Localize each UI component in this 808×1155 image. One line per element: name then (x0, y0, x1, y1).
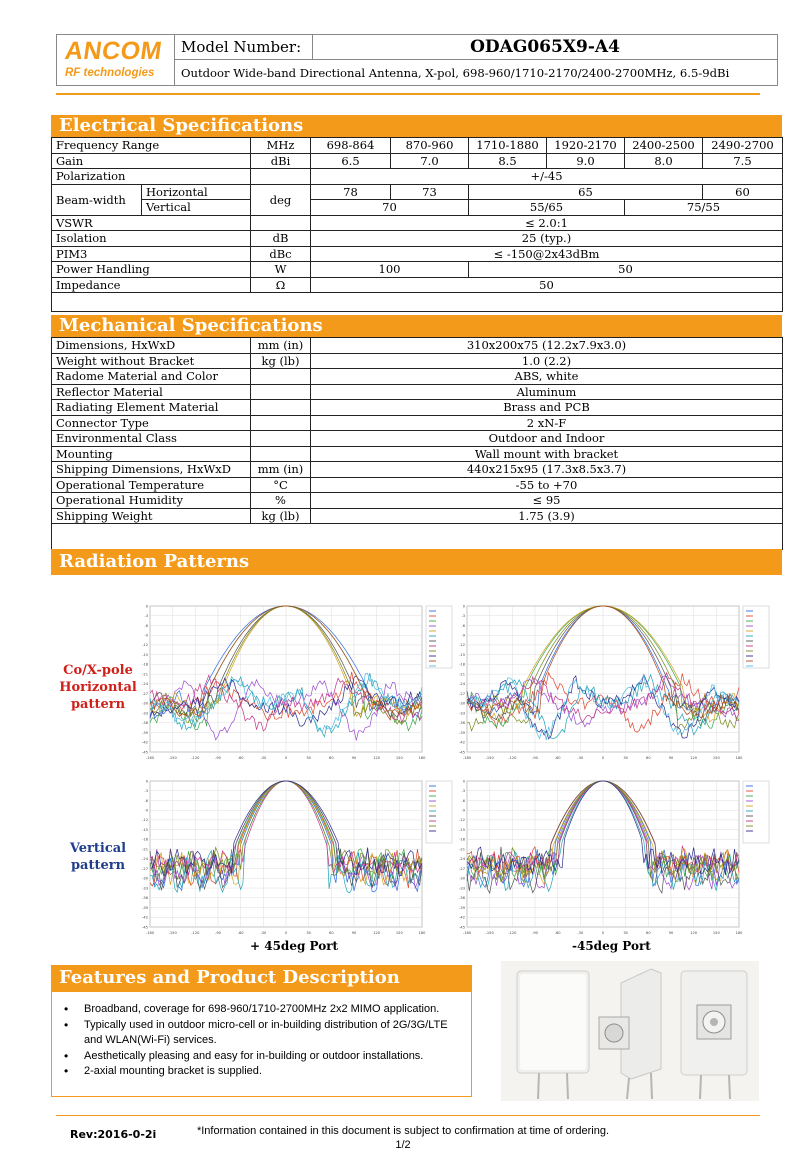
table-row (52, 353, 783, 369)
mech-label: Shipping Dimensions, HxWxD (52, 462, 251, 478)
mech-unit: °C (251, 477, 311, 493)
radiation-section-title: Radiation Patterns (51, 549, 782, 575)
beamwidth-label: Beam-width (52, 184, 142, 215)
y-tick-label: -24 (142, 857, 148, 862)
y-tick-label: -9 (144, 808, 148, 813)
y-tick-label: -18 (142, 662, 148, 667)
y-tick-label: -12 (459, 818, 465, 823)
y-tick-label: -24 (142, 682, 148, 687)
beamwidth-unit: deg (251, 184, 311, 215)
y-tick-label: -27 (142, 866, 148, 871)
isolation-value: 25 (typ.) (311, 231, 783, 247)
y-tick-label: -36 (459, 896, 465, 901)
x-tick-label: -150 (485, 931, 494, 935)
features-list (58, 1002, 463, 1080)
y-tick-label: -39 (142, 905, 148, 910)
x-tick-label: 180 (735, 756, 743, 760)
power-value: 50 (469, 262, 783, 278)
y-tick-label: -21 (142, 847, 148, 852)
isolation-unit: dB (251, 231, 311, 247)
mech-value: Outdoor and Indoor (311, 431, 783, 447)
y-tick-label: -33 (459, 886, 465, 891)
x-tick-label: -180 (462, 931, 472, 935)
power-unit: W (251, 262, 311, 278)
mech-value: ≤ 95 (311, 493, 783, 509)
y-tick-label: -36 (142, 721, 148, 726)
freq-band: 1710-1880 (469, 138, 547, 154)
table-row (52, 153, 783, 169)
list-item: • Aesthetically pleasing and easy for in-building or outdoor installations. (58, 1049, 463, 1065)
table-row (52, 462, 783, 478)
horizontal-pattern-plus45 (140, 602, 460, 762)
plot-legend (426, 781, 452, 843)
mech-unit (251, 431, 311, 447)
horizontal-pattern-label-line: Horizontal (59, 680, 137, 695)
x-tick-label: -90 (532, 756, 538, 760)
mech-value: 310x200x75 (12.2x7.9x3.0) (311, 338, 783, 354)
y-tick-label: -42 (459, 740, 465, 745)
x-tick-label: 30 (306, 756, 311, 760)
x-tick-label: -120 (191, 931, 200, 935)
horizontal-beamwidth: 73 (391, 184, 469, 200)
company-logo (56, 34, 174, 86)
y-tick-label: -33 (142, 886, 148, 891)
vswr-label: VSWR (52, 215, 251, 231)
x-tick-label: -120 (508, 756, 517, 760)
y-tick-label: -24 (459, 857, 465, 862)
empty-row (52, 293, 783, 312)
mech-unit (251, 415, 311, 431)
table-row (52, 431, 783, 447)
mech-unit (251, 384, 311, 400)
y-tick-label: -21 (142, 672, 148, 677)
x-tick-label: -30 (260, 756, 267, 760)
y-tick-label: -42 (142, 915, 148, 920)
x-tick-label: 30 (623, 756, 628, 760)
x-tick-label: -180 (145, 756, 155, 760)
x-tick-label: -150 (168, 756, 177, 760)
y-tick-label: -36 (142, 896, 148, 901)
table-row (52, 446, 783, 462)
table-row (52, 169, 783, 185)
mech-label: Reflector Material (52, 384, 251, 400)
x-tick-label: 60 (646, 756, 651, 760)
y-tick-label: -18 (459, 837, 465, 842)
horizontal-label: Horizontal (142, 184, 251, 200)
y-tick-label: -39 (459, 730, 465, 735)
y-tick-label: -15 (142, 827, 148, 832)
gain-value: 7.0 (391, 153, 469, 169)
mech-value: Aluminum (311, 384, 783, 400)
x-tick-label: 60 (646, 931, 651, 935)
x-tick-label: 0 (284, 756, 288, 760)
table-row (52, 384, 783, 400)
mechanical-spec-table (51, 337, 783, 550)
list-item: • Broadband, coverage for 698-960/1710-2700MHz 2x2 MIMO application. (58, 1002, 463, 1018)
table-row (52, 369, 783, 385)
vertical-label: Vertical (142, 200, 251, 216)
features-section-title: Features and Product Description (51, 965, 472, 991)
x-tick-label: 120 (690, 931, 698, 935)
x-tick-label: 150 (395, 756, 403, 760)
x-tick-label: 60 (329, 756, 334, 760)
x-tick-label: -30 (260, 931, 267, 935)
gain-value: 8.0 (625, 153, 703, 169)
table-row (52, 338, 783, 354)
y-tick-label: -39 (142, 730, 148, 735)
mech-label: Radiating Element Material (52, 400, 251, 416)
x-tick-label: -30 (577, 931, 584, 935)
x-tick-label: -120 (191, 756, 200, 760)
impedance-unit: Ω (251, 277, 311, 293)
x-tick-label: 180 (418, 756, 426, 760)
horizontal-beamwidth: 60 (703, 184, 783, 200)
header-table (174, 34, 778, 86)
x-tick-label: 120 (373, 931, 381, 935)
y-tick-label: -27 (459, 691, 465, 696)
y-tick-label: -3 (461, 614, 465, 619)
x-tick-label: 30 (623, 931, 628, 935)
plot-legend (743, 606, 769, 668)
y-tick-label: -21 (459, 847, 465, 852)
mech-value: 1.0 (2.2) (311, 353, 783, 369)
y-tick-label: -9 (461, 808, 465, 813)
horizontal-pattern-label-line: pattern (70, 697, 126, 712)
x-tick-label: 150 (712, 756, 720, 760)
empty-cell (251, 215, 311, 231)
y-tick-label: -33 (142, 711, 148, 716)
mech-label: Weight without Bracket (52, 353, 251, 369)
table-row (52, 415, 783, 431)
power-label: Power Handling (52, 262, 251, 278)
y-tick-label: 0 (462, 604, 465, 609)
x-tick-label: -60 (554, 756, 561, 760)
y-tick-label: -6 (144, 798, 148, 803)
electrical-spec-table (51, 137, 783, 312)
freq-label: Frequency Range (52, 138, 251, 154)
product-photo (501, 961, 759, 1101)
y-tick-label: -30 (459, 876, 465, 881)
x-tick-label: 0 (601, 756, 605, 760)
y-tick-label: -15 (142, 652, 148, 657)
vertical-pattern-minus45 (457, 777, 777, 937)
gain-label: Gain (52, 153, 251, 169)
mech-unit (251, 369, 311, 385)
y-tick-label: -27 (142, 691, 148, 696)
x-tick-label: -60 (237, 756, 244, 760)
table-row (52, 277, 783, 293)
x-tick-label: 90 (668, 931, 674, 935)
table-row (52, 138, 783, 154)
y-tick-label: -45 (142, 925, 148, 930)
table-row (52, 262, 783, 278)
x-tick-label: -60 (237, 931, 244, 935)
mech-unit: mm (in) (251, 338, 311, 354)
port-label-minus45: -45deg Port (572, 939, 651, 953)
x-tick-label: 90 (351, 931, 357, 935)
port-label-plus45: + 45deg Port (250, 939, 339, 953)
y-tick-label: -39 (459, 905, 465, 910)
empty-cell (52, 524, 783, 550)
y-tick-label: -24 (459, 682, 465, 687)
freq-band: 2400-2500 (625, 138, 703, 154)
table-row (52, 400, 783, 416)
table-row (52, 508, 783, 524)
mech-label: Mounting (52, 446, 251, 462)
x-tick-label: -180 (462, 756, 472, 760)
y-tick-label: -9 (461, 633, 465, 638)
x-tick-label: -150 (168, 931, 177, 935)
y-tick-label: -9 (144, 633, 148, 638)
vswr-value: ≤ 2.0:1 (311, 215, 783, 231)
horizontal-pattern-minus45 (457, 602, 777, 762)
x-tick-label: -90 (215, 931, 221, 935)
model-number-label: Model Number: (175, 35, 313, 60)
mechanical-section-title: Mechanical Specifications (51, 315, 782, 337)
y-tick-label: -15 (459, 827, 465, 832)
product-description: Outdoor Wide-band Directional Antenna, X-pol, 698-960/1710-2170/2400-2700MHz, 6.5-9dBi (181, 66, 730, 80)
features-box (51, 991, 472, 1097)
y-tick-label: -36 (459, 721, 465, 726)
mech-label: Operational Humidity (52, 493, 251, 509)
horizontal-beamwidth: 65 (469, 184, 703, 200)
antenna-photo-illustration (501, 961, 759, 1101)
pim-unit: dBc (251, 246, 311, 262)
y-tick-label: -3 (461, 789, 465, 794)
y-tick-label: 0 (145, 779, 148, 784)
y-tick-label: -30 (459, 701, 465, 706)
y-tick-label: -45 (459, 750, 465, 755)
list-item: • Typically used in outdoor micro-cell or in-building distribution of 2G/3G/LTE and WLAN(Wi-Fi) services. (58, 1018, 463, 1049)
x-tick-label: 120 (373, 756, 381, 760)
y-tick-label: -27 (459, 866, 465, 871)
y-tick-label: -12 (142, 643, 148, 648)
y-tick-label: -6 (461, 623, 465, 628)
vertical-beamwidth: 70 (311, 200, 469, 216)
y-tick-label: 0 (462, 779, 465, 784)
mech-unit (251, 400, 311, 416)
mech-label: Environmental Class (52, 431, 251, 447)
x-tick-label: 180 (735, 931, 743, 935)
freq-band: 870-960 (391, 138, 469, 154)
logo-tagline: RF technologies (65, 67, 155, 79)
x-tick-label: 150 (712, 931, 720, 935)
y-tick-label: -12 (459, 643, 465, 648)
table-row (52, 246, 783, 262)
mech-value: 440x215x95 (17.3x8.5x3.7) (311, 462, 783, 478)
x-tick-label: -60 (554, 931, 561, 935)
y-tick-label: -15 (459, 652, 465, 657)
freq-band: 698-864 (311, 138, 391, 154)
mech-value: -55 to +70 (311, 477, 783, 493)
mech-unit: kg (lb) (251, 508, 311, 524)
mech-value: 1.75 (3.9) (311, 508, 783, 524)
x-tick-label: 0 (284, 931, 288, 935)
model-number: ODAG065X9-A4 (313, 35, 777, 60)
y-tick-label: -3 (144, 789, 148, 794)
x-tick-label: 0 (601, 931, 605, 935)
gain-value: 9.0 (547, 153, 625, 169)
freq-band: 1920-2170 (547, 138, 625, 154)
header-divider (56, 93, 760, 95)
isolation-label: Isolation (52, 231, 251, 247)
impedance-label: Impedance (52, 277, 251, 293)
gain-value: 8.5 (469, 153, 547, 169)
mech-value: ABS, white (311, 369, 783, 385)
table-row (52, 184, 783, 200)
table-row (52, 493, 783, 509)
mech-unit: mm (in) (251, 462, 311, 478)
mech-value: Wall mount with bracket (311, 446, 783, 462)
pim-value: ≤ -150@2x43dBm (311, 246, 783, 262)
y-tick-label: -42 (459, 915, 465, 920)
empty-row (52, 524, 783, 550)
x-tick-label: -30 (577, 756, 584, 760)
footer-note (188, 1124, 618, 1152)
x-tick-label: 120 (690, 756, 698, 760)
mech-unit: % (251, 493, 311, 509)
footer-divider (56, 1115, 760, 1116)
gain-unit: dBi (251, 153, 311, 169)
y-tick-label: -33 (459, 711, 465, 716)
disclaimer-text: *Information contained in this document is subject to confirmation at time of ordering. (196, 1125, 610, 1137)
table-row (52, 477, 783, 493)
table-row (52, 293, 783, 312)
mech-unit: kg (lb) (251, 353, 311, 369)
x-tick-label: 30 (306, 931, 311, 935)
x-tick-label: -150 (485, 756, 494, 760)
y-tick-label: -45 (459, 925, 465, 930)
vertical-beamwidth: 55/65 (469, 200, 625, 216)
mech-unit (251, 446, 311, 462)
table-row (52, 231, 783, 247)
logo-wordmark: ANCOM (63, 37, 164, 65)
revision-label: Rev:2016-0-2i (70, 1128, 157, 1141)
list-item: • 2-axial mounting bracket is supplied. (58, 1064, 463, 1080)
x-tick-label: 150 (395, 931, 403, 935)
y-tick-label: -42 (142, 740, 148, 745)
mech-label: Connector Type (52, 415, 251, 431)
y-tick-label: -18 (459, 662, 465, 667)
plot-legend (426, 606, 452, 668)
vertical-pattern-label-line: pattern (70, 858, 126, 873)
vertical-pattern-label-line: Vertical (69, 841, 127, 856)
x-tick-label: 90 (668, 756, 674, 760)
x-tick-label: 180 (418, 931, 426, 935)
x-tick-label: 60 (329, 931, 334, 935)
x-tick-label: -90 (215, 756, 221, 760)
table-row (52, 215, 783, 231)
pim-label: PIM3 (52, 246, 251, 262)
y-tick-label: -6 (461, 798, 465, 803)
power-value: 100 (311, 262, 469, 278)
x-tick-label: -120 (508, 931, 517, 935)
x-tick-label: -90 (532, 931, 538, 935)
horizontal-beamwidth: 78 (311, 184, 391, 200)
y-tick-label: -6 (144, 623, 148, 628)
polarization-label: Polarization (52, 169, 251, 185)
empty-cell (251, 169, 311, 185)
x-tick-label: 90 (351, 756, 357, 760)
gain-value: 6.5 (311, 153, 391, 169)
page-number: 1/2 (395, 1139, 411, 1151)
plot-legend (743, 781, 769, 843)
vertical-beamwidth: 75/55 (625, 200, 783, 216)
mech-label: Dimensions, HxWxD (52, 338, 251, 354)
mech-value: 2 xN-F (311, 415, 783, 431)
horizontal-pattern-label-line: Co/X-pole (63, 663, 133, 678)
y-tick-label: -45 (142, 750, 148, 755)
vertical-pattern-plus45 (140, 777, 460, 937)
mech-value: Brass and PCB (311, 400, 783, 416)
gain-value: 7.5 (703, 153, 783, 169)
y-tick-label: -12 (142, 818, 148, 823)
polarization-value: +/-45 (311, 169, 783, 185)
y-tick-label: -21 (459, 672, 465, 677)
electrical-section-title: Electrical Specifications (51, 115, 782, 137)
y-tick-label: -18 (142, 837, 148, 842)
y-tick-label: 0 (145, 604, 148, 609)
x-tick-label: -180 (145, 931, 155, 935)
freq-unit: MHz (251, 138, 311, 154)
impedance-value: 50 (311, 277, 783, 293)
freq-band: 2490-2700 (703, 138, 783, 154)
y-tick-label: -3 (144, 614, 148, 619)
mech-label: Shipping Weight (52, 508, 251, 524)
mech-label: Radome Material and Color (52, 369, 251, 385)
table-row (52, 200, 783, 216)
mech-label: Operational Temperature (52, 477, 251, 493)
y-tick-label: -30 (142, 876, 148, 881)
vertical-pattern-label (50, 840, 146, 874)
y-tick-label: -30 (142, 701, 148, 706)
